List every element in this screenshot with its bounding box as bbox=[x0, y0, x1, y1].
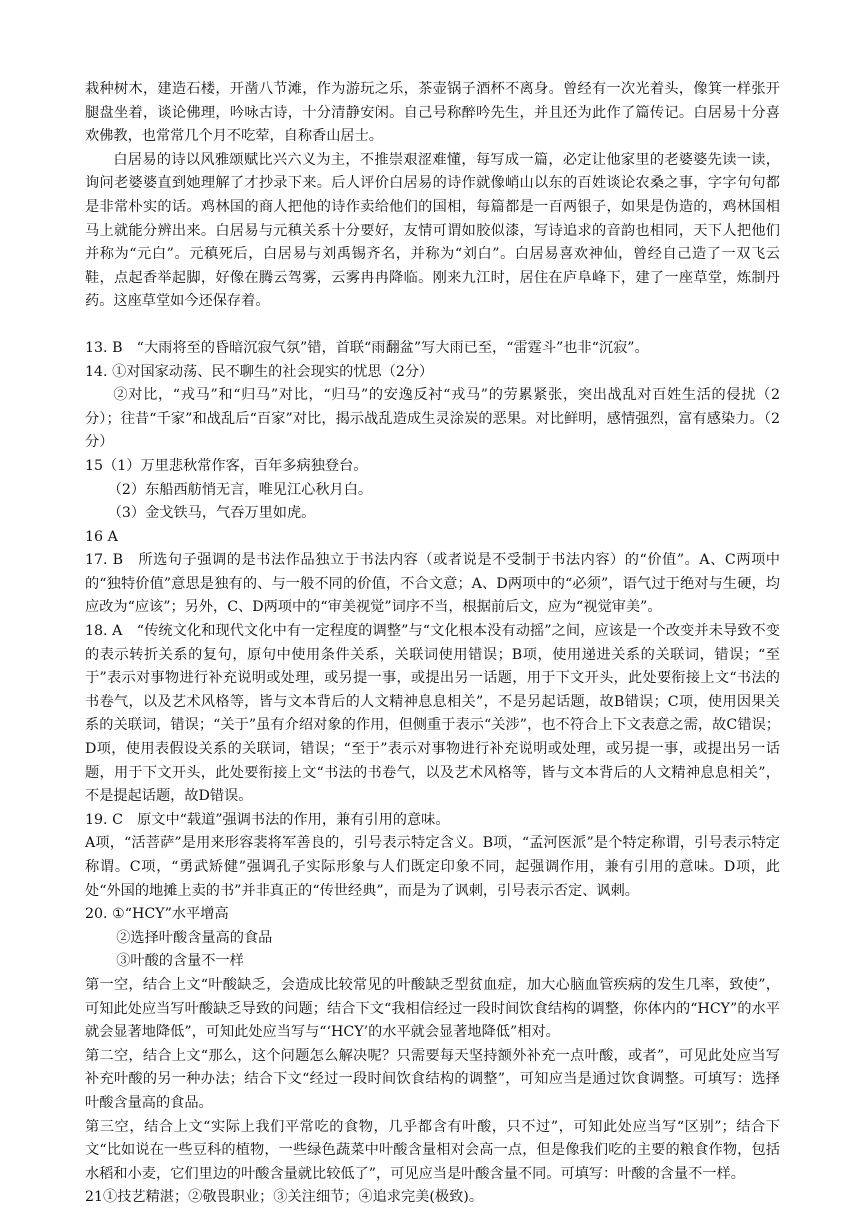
answer-13: 13. B “大雨将至的昏暗沉寂气氛”错，首联“雨翻盆”写大雨已至，“雷霆斗”也非“沉寂”。 bbox=[85, 339, 649, 356]
answer-16: 16 A bbox=[85, 528, 118, 545]
passage-paragraph-1: 栽种树木，建造石楼，开凿八节滩，作为游玩之乐，茶壶锅子酒杯不离身。曾经有一次光着头，像箕一样张开腿盘坐着，谈论佛理，吟咏古诗，十分清静安闲。自己号称醉吟先生，并且还为此作了篇传记。白居易十分喜欢佛教，也常常几个月不吃荤，自称香山居士。 bbox=[85, 81, 780, 145]
answer-20-item1: 20. ①“HCY”水平增高 bbox=[85, 906, 229, 923]
answer-15-line3: （3）金戈铁马，气吞万里如虎。 bbox=[107, 505, 316, 522]
answer-20-explanation-3: 第三空，结合上文“实际上我们平常吃的食物，几乎都含有叶酸，只不过”，可知此处应当写“区别”；结合下文“比如说在一些豆科的植物，一些绿色蔬菜中叶酸含量相对会高一点，但是像我们吃的主要的粮食作物，包括水稻和小麦，它们里边的叶酸含量就比较低了”，可见应当是叶酸含量不同。可填写：叶酸的含量不一样。 bbox=[85, 1118, 780, 1182]
answer-18: 18. A “传统文化和现代文化中有一定程度的调整”与“文化根本没有动摇”之间，应该是一个改变并未导致不变的表示转折关系的复句，原句中使用条件关系，关联词使用错误；B项，使用递进关系的关联词，错误；“至于”表示对事物进行补充说明或处理，或另提一事，或提出另一话题，用于下文开头，此处要衔接上文“书法的书卷气，以及艺术风格等，皆与文本背后的人文精神息息相关”，不是另起话题，故B错误；C项，使用因果关系的关联词，错误；“关于”虽有介绍对象的作用，但侧重于表示“关涉”，也不符合上下文表意之需，故C错误；D项，使用表假设关系的关联词，错误；“至于”表示对事物进行补充说明或处理，或另提一事，或提出另一话题，用于下文开头，此处要衔接上文“书法的书卷气，以及艺术风格等，皆与文本背后的人文精神息息相关”，不是提起话题，故D错误。 bbox=[85, 623, 780, 805]
answer-19-explanation: A项，“活菩萨”是用来形容裴将军善良的，引号表示特定含义。B项，“孟河医派”是个特定称谓，引号表示特定称谓。C项，“勇武矫健”强调孔子实际形象与人们既定印象不同，起强调作用，兼有引用的意味。D项，此处“外国的地摊上卖的书”并非真正的“传世经典”，而是为了讽刺，引号表示否定、讽刺。 bbox=[85, 835, 780, 899]
answer-14-part2: ②对比，“戎马”和“归马”对比，“归马”的安逸反衬“戎马”的劳累紧张，突出战乱对百姓生活的侵扰（2分）；往昔“千家”和战乱后“百家”对比，揭示战乱造成生灵涂炭的恶果。对比鲜明，感情强烈，富有感染力。（2分） bbox=[85, 387, 780, 451]
answer-15-line1: 15（1）万里悲秋常作客，百年多病独登台。 bbox=[85, 457, 368, 474]
answer-15-line2: （2）东船西舫悄无言，唯见江心秋月白。 bbox=[107, 481, 373, 498]
answer-21: 21①技艺精湛；②敬畏职业；③关注细节；④追求完美(极致)。 bbox=[85, 1189, 484, 1206]
answer-20-explanation-1: 第一空，结合上文“叶酸缺乏，会造成比较常见的叶酸缺乏型贫血症，加大心脑血管疾病的发生几率，致使”，可知此处应当写叶酸缺乏导致的问题；结合下文“我相信经过一段时间饮食结构的调整，你体内的“HCY”的水平就会显著地降低”，可知此处应当写与“‘HCY’的水平就会显著地降低”相对。 bbox=[85, 976, 780, 1041]
answer-14-part1: 14. ①对国家动荡、民不聊生的社会现实的忧思（2分） bbox=[85, 363, 434, 380]
answer-20-item2: ②选择叶酸含量高的食品 bbox=[116, 929, 273, 946]
passage-paragraph-2: 白居易的诗以风雅颂赋比兴六义为主，不推崇艰涩难懂，每写成一篇，必定让他家里的老婆婆先读一读，询问老婆婆直到她理解了才抄录下来。后人评价白居易的诗作就像峭山以东的百姓谈论农桑之事，字字句句都是非常朴实的话。鸡林国的商人把他的诗作卖给他们的国相，每篇都是一百两银子，如果是伪造的，鸡林国相马上就能分辨出来。白居易与元稹关系十分要好，友情可谓如胶似漆，写诗追求的音韵也相同，天下人把他们并称为“元白”。元稹死后，白居易与刘禹锡齐名，并称为“刘白”。白居易喜欢神仙，曾经自己造了一双飞云鞋，点起香举起脚，好像在腾云驾雾，云雾冉冉降临。刚来九江时，居住在庐阜峰下，建了一座草堂，炼制丹药。这座草堂如今还保存着。 bbox=[85, 151, 780, 310]
answer-19-main: 19. C 原文中“载道”强调书法的作用，兼有引用的意味。 bbox=[85, 811, 450, 828]
answer-20-item3: ③叶酸的含量不一样 bbox=[116, 953, 244, 970]
section-gap bbox=[85, 314, 780, 337]
answer-20-explanation-2: 第二空，结合上文“那么，这个问题怎么解决呢？只需要每天坚持额外补充一点叶酸，或者”，可见此处应当写补充叶酸的另一种办法；结合下文“经过一段时间饮食结构的调整”，可知应当是通过饮食调整。可填写：选择叶酸含量高的食品。 bbox=[85, 1047, 780, 1111]
answer-17: 17. B 所选句子强调的是书法作品独立于书法内容（或者说是不受制于书法内容）的“价值”。A、C两项中的“独特价值”意思是独有的、与一般不同的价值，不合文意；A、D两项中的“必须”，语气过于绝对与生硬，均应改为“应该”；另外，C、D两项中的“审美视觉”词序不当，根据前后文，应为“视觉审美”。 bbox=[85, 552, 780, 616]
